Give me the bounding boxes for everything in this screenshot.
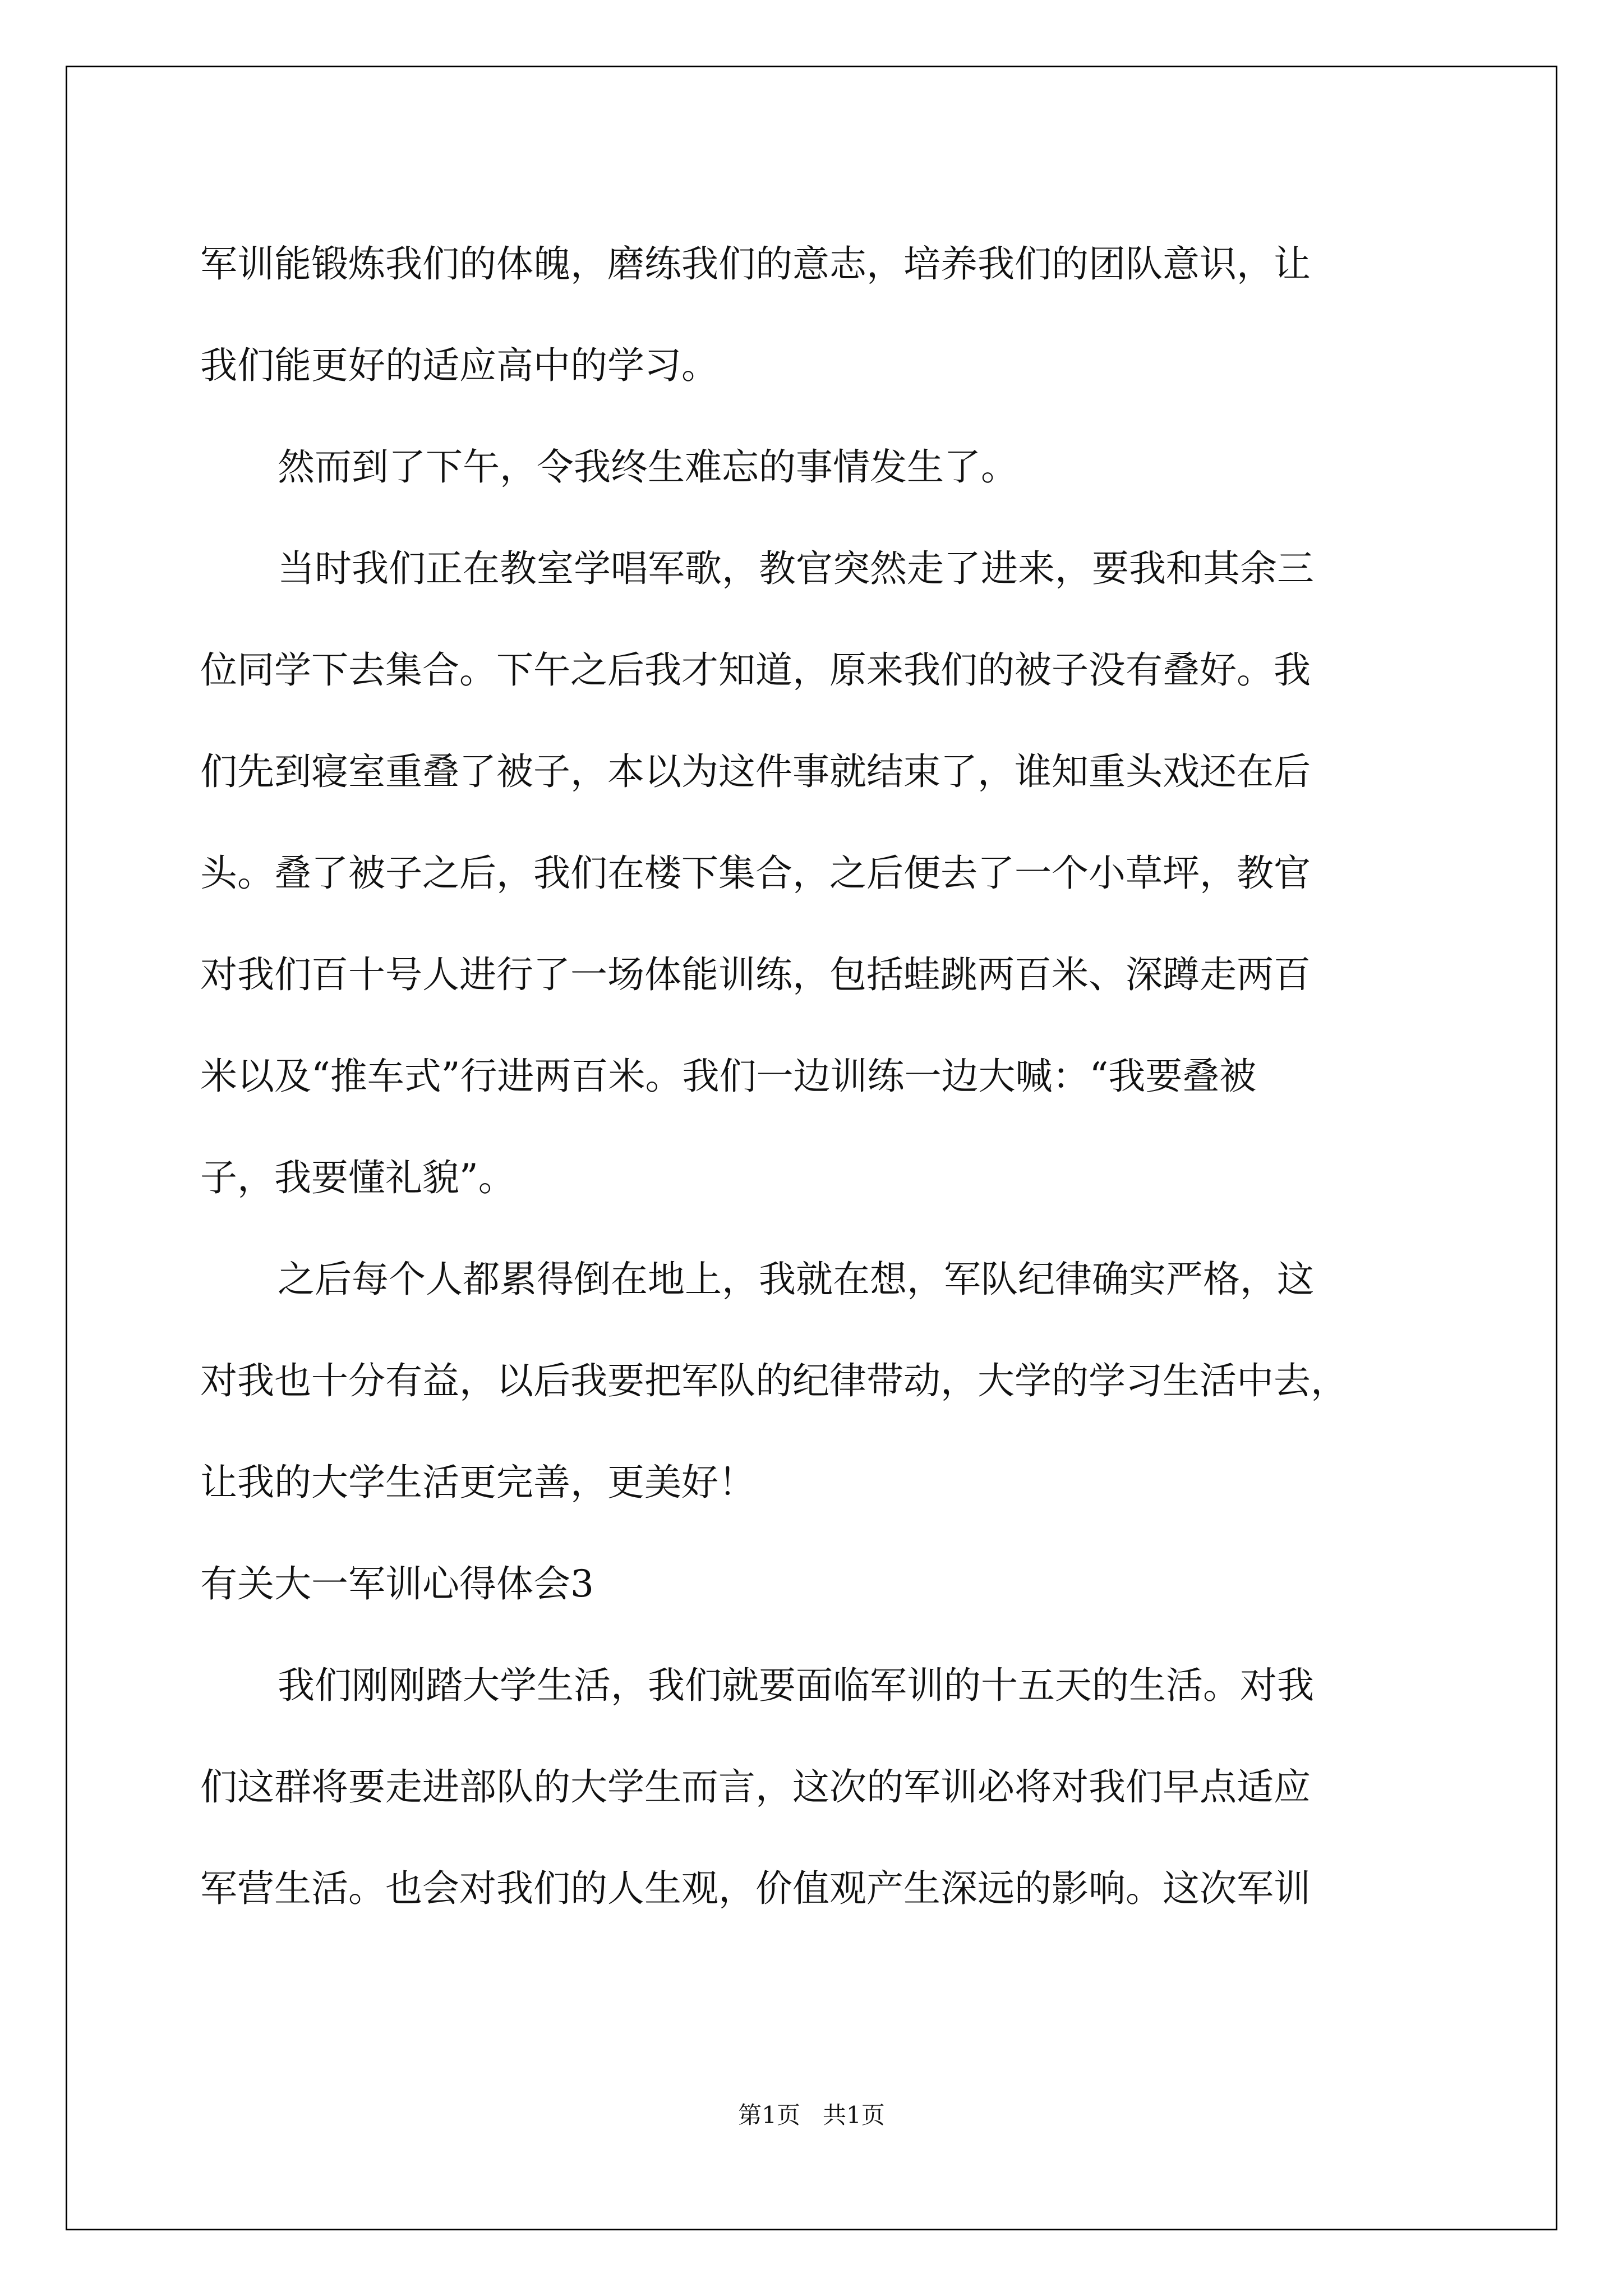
- section-heading: 有关大一军训心得体会3: [200, 1562, 594, 1605]
- text-line: 我们能更好的适应高中的学习。: [200, 344, 718, 387]
- text-line: 们这群将要走进部队的大学生而言，这次的军训必将对我们早点适应: [200, 1765, 1311, 1809]
- document-body: [200, 213, 1434, 1939]
- text-line: 之后每个人都累得倒在地上，我就在想，军队纪律确实严格，这: [278, 1258, 1314, 1301]
- page-number-footer: 第1页 共1页: [738, 2101, 885, 2129]
- text-line: 军营生活。也会对我们的人生观，价值观产生深远的影响。这次军训: [200, 1867, 1311, 1910]
- text-line: 对我也十分有益，以后我要把军队的纪律带动，大学的学习生活中去，: [200, 1359, 1348, 1402]
- text-line: 然而到了下午，令我终生难忘的事情发生了。: [278, 445, 1018, 489]
- text-line: 我们刚刚踏大学生活，我们就要面临军训的十五天的生活。对我: [278, 1664, 1314, 1707]
- text-line: 米以及“推车式”行进两百米。我们一边训练一边大喊：“我要叠被: [200, 1055, 1257, 1098]
- text-line: 当时我们正在教室学唱军歌，教官突然走了进来，要我和其余三: [278, 547, 1314, 590]
- text-line: 让我的大学生活更完善，更美好！: [200, 1461, 755, 1504]
- text-line: 们先到寝室重叠了被子，本以为这件事就结束了，谁知重头戏还在后: [200, 750, 1311, 793]
- text-line: 军训能锻炼我们的体魄，磨练我们的意志，培养我们的团队意识，让: [200, 242, 1311, 286]
- text-line: 对我们百十号人进行了一场体能训练，包括蛙跳两百米、深蹲走两百: [200, 953, 1311, 996]
- text-line: 子，我要懂礼貌”。: [200, 1156, 515, 1199]
- text-line: 头。叠了被子之后，我们在楼下集合，之后便去了一个小草坪，教官: [200, 852, 1311, 895]
- text-line: 位同学下去集合。下午之后我才知道，原来我们的被子没有叠好。我: [200, 648, 1311, 692]
